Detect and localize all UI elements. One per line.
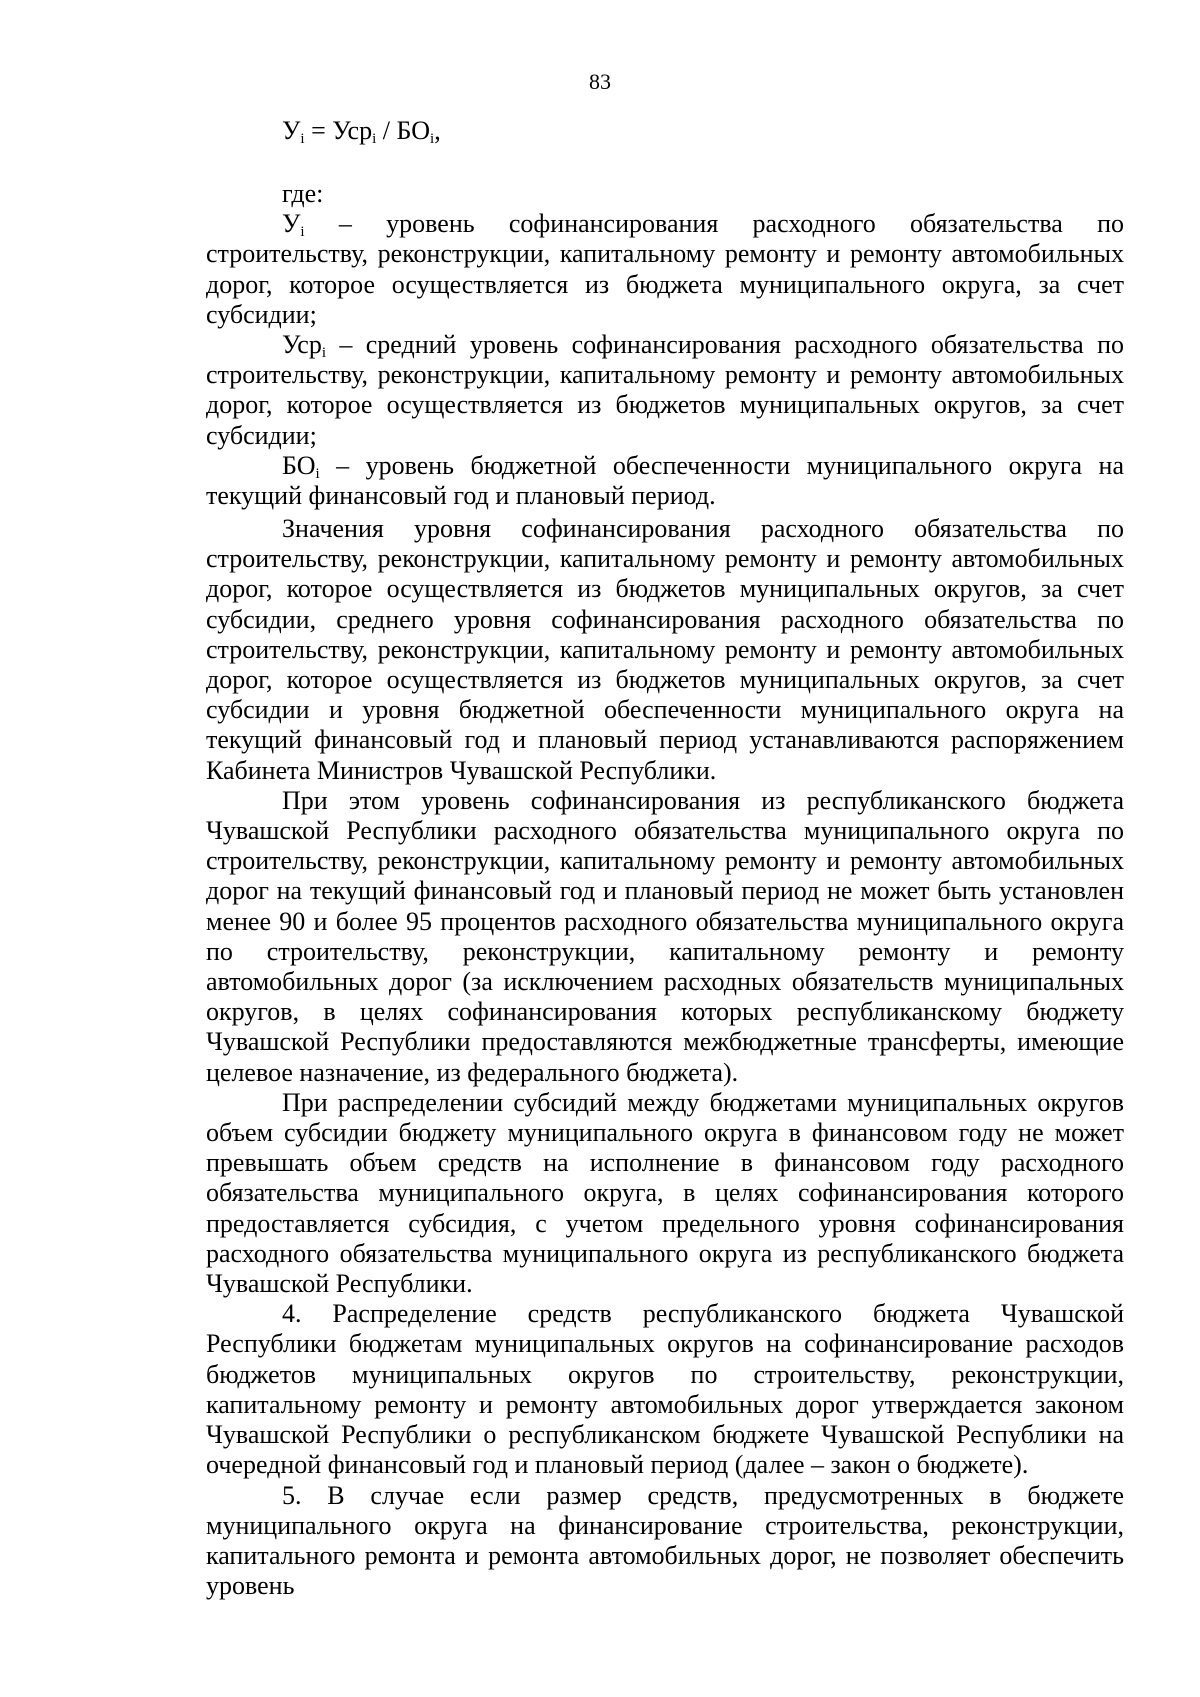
definition-item [206, 209, 1124, 330]
formula-equals: = [304, 116, 333, 145]
formula-tail: , [434, 116, 441, 145]
formula [282, 116, 441, 146]
body-paragraph: 5. В случае если размер средств, предусмотренных в бюджете муниципального округа на финансирование строительства, реконструкции, капитального ремонта и ремонта автомобильных дорог, не позволяет обеспечить уровень [206, 1480, 1124, 1601]
formula-divide: / [376, 116, 397, 145]
definition-var: У [282, 209, 301, 239]
definition-index: i [321, 345, 326, 362]
definition-var: Уср [282, 330, 322, 360]
definition-text: – средний уровень софинансирования расходного обязательства по строительству, реконструкции, капитальному ремонту и ремонту автомобильных дорог, которое осуществляется из бюджетов муниципальных округов, за счет субсидии; [206, 330, 1124, 450]
formula-rhs-var-1: Уср [332, 116, 373, 145]
definition-item [206, 330, 1124, 451]
body-paragraph: При распределении субсидий между бюджетами муниципальных округов объем субсидии бюджету муниципального округа в финансовом году не может превышать объем средств на исполнение в финансовом году расходного обязательства муниципального округа, в целях софинансирования которого предоставляется субсидия, с учетом предельного уровня софинансирования расходного обязательства муниципального округа из республиканского бюджета Чувашской Республики. [206, 1087, 1124, 1299]
formula-rhs-index-2: i [430, 131, 435, 147]
definition-item [206, 451, 1124, 511]
main-text-block [206, 514, 1124, 1601]
formula-rhs-index-1: i [372, 131, 377, 147]
definition-text: – уровень бюджетной обеспеченности муниципального округа на текущий финансовый год и плановый период. [206, 450, 1124, 511]
formula-rhs-var-2: БО [396, 116, 431, 145]
formula-lhs-index: i [300, 131, 305, 147]
definition-var: БО [282, 450, 316, 480]
definition-text: – уровень софинансирования расходного обязательства по строительству, реконструкции, капитальному ремонту и ремонту автомобильных дорог, которое осуществляется из бюджета муниципального округа, за счет субсидии; [206, 209, 1124, 329]
page-number: 83 [589, 69, 611, 94]
definitions-intro: где: [282, 179, 324, 208]
formula-lhs-var: У [282, 116, 301, 145]
body-paragraph: При этом уровень софинансирования из республиканского бюджета Чувашской Республики расходного обязательства муниципального округа по строительству, реконструкции, капитальному ремонту и ремонту автомобильных дорог на текущий финансовый год и плановый период не может быть установлен менее 90 и более 95 процентов расходного обязательства муниципального округа по строительству, реконструкции, капитальному ремонту и ремонту автомобильных дорог (за исключением расходных обязательств муниципальных округов, в целях софинансирования которых республиканскому бюджету Чувашской Республики предоставляются межбюджетные трансферты, имеющие целевое назначение, из федерального бюджета). [206, 785, 1124, 1087]
definition-index: i [315, 465, 320, 482]
definitions-block [206, 179, 1124, 511]
body-paragraph: Значения уровня софинансирования расходного обязательства по строительству, реконструкции, капитальному ремонту и ремонту автомобильных дорог, которое осуществляется из бюджетов муниципальных округов, за счет субсидии, среднего уровня софинансирования расходного обязательства по строительству, реконструкции, капитальному ремонту и ремонту автомобильных дорог, которое осуществляется из бюджетов муниципальных округов, за счет субсидии и уровня бюджетной обеспеченности муниципального округа на текущий финансовый год и плановый период устанавливаются распоряжением Кабинета Министров Чувашской Республики. [206, 514, 1124, 785]
definition-index: i [300, 224, 305, 241]
body-paragraph: 4. Распределение средств республиканского бюджета Чувашской Республики бюджетам муниципальных округов на софинансирование расходов бюджетов муниципальных округов по строительству, реконструкции, капитальному ремонту и ремонту автомобильных дорог утверждается законом Чувашской Республики о республиканском бюджете Чувашской Республики на очередной финансовый год и плановый период (далее – закон о бюджете). [206, 1299, 1124, 1480]
